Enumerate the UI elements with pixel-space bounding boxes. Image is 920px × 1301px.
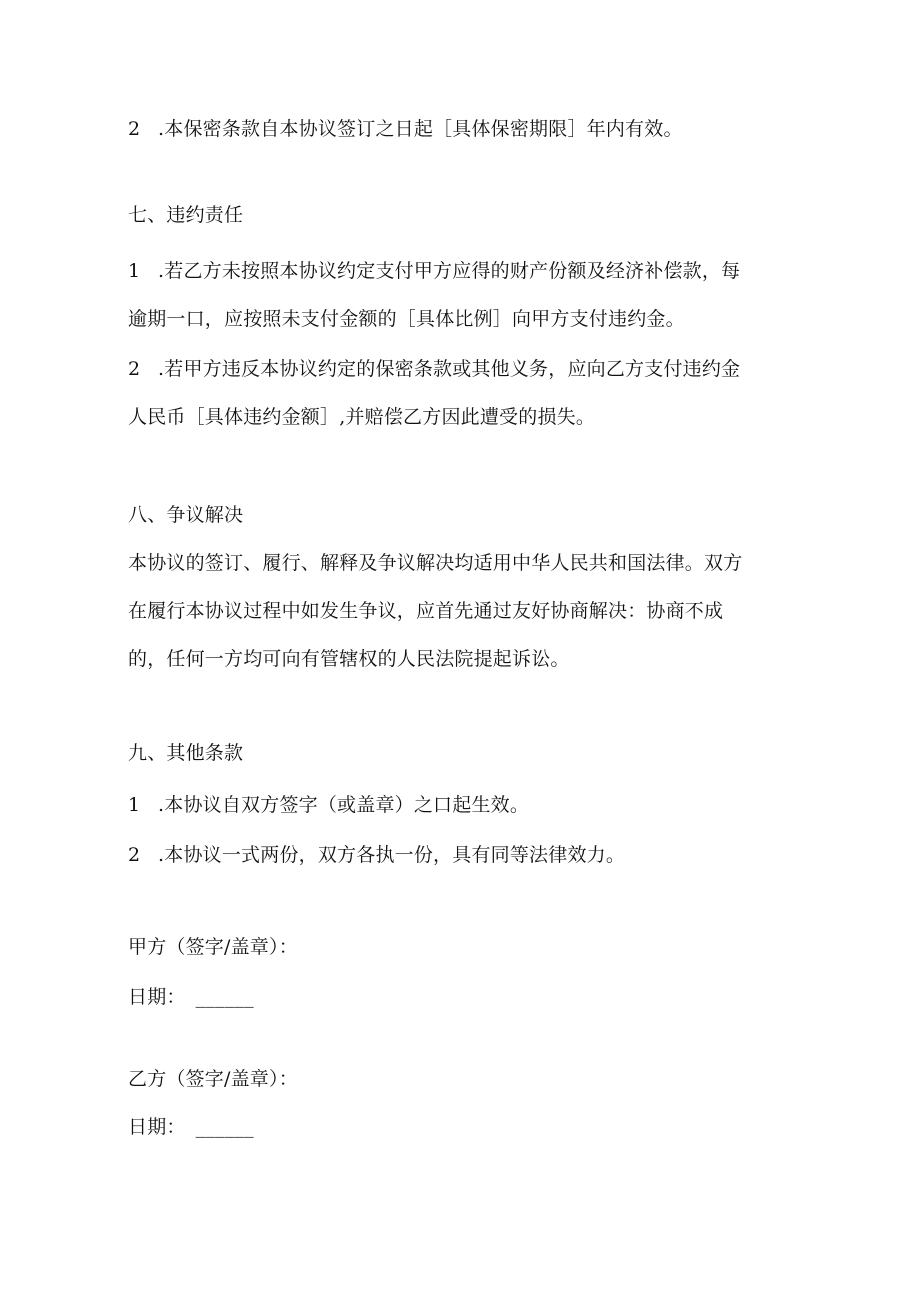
section-heading-other: 九、其他条款 (128, 742, 244, 764)
breach-clause-1-line-2: 逾期一口，应按照未支付金额的［具体比例］向甲方支付违约金。 (128, 308, 685, 330)
other-clause-1 (128, 793, 529, 817)
section-heading-breach: 七、违约责任 (128, 204, 244, 226)
clause-text: .本保密条款自本协议签订之日起［具体保密期限］年内有效。 (158, 118, 683, 140)
date-blank: ______ (195, 1116, 254, 1138)
clause-text: .本协议自双方签字（或盖章）之口起生效。 (158, 794, 530, 816)
party-b-signature-label: 乙方（签字/盖章）： (128, 1068, 298, 1090)
breach-clause-2-line-2: 人民币［具体违约金额］,并赔偿乙方因此遭受的损失。 (128, 406, 596, 428)
item-number: 1 (128, 260, 141, 282)
party-a-signature-label: 甲方（签字/盖章）： (128, 936, 298, 958)
item-number: 2 (128, 844, 141, 866)
item-number: 1 (128, 794, 141, 816)
dispute-paragraph-line-2: 在履行本协议过程中如发生争议，应首先通过友好协商解决：协商不成 (128, 600, 724, 622)
dispute-paragraph-line-1: 本协议的签订、履行、解释及争议解决均适用中华人民共和国法律。双方 (128, 552, 743, 574)
date-label: 日期： (128, 986, 186, 1008)
party-b-date-row (128, 1115, 254, 1139)
clause-text: .若乙方未按照本协议约定支付甲方应得的财产份额及经济补偿款，每 (158, 260, 741, 282)
date-blank: ______ (195, 986, 254, 1008)
item-number: 2 (128, 118, 141, 140)
clause-text: .本协议一式两份，双方各执一份，具有同等法律效力。 (158, 844, 626, 866)
confidentiality-clause-2 (128, 117, 683, 141)
clause-text: .若甲方违反本协议约定的保密条款或其他义务，应向乙方支付违约金 (158, 358, 741, 380)
breach-clause-2-line-1 (128, 357, 740, 381)
dispute-paragraph-line-3: 的，任何一方均可向有管辖权的人民法院提起诉讼。 (128, 648, 570, 670)
party-a-date-row (128, 985, 254, 1009)
breach-clause-1-line-1 (128, 259, 740, 283)
item-number: 2 (128, 358, 141, 380)
date-label: 日期： (128, 1116, 186, 1138)
other-clause-2 (128, 843, 625, 867)
section-heading-dispute: 八、争议解决 (128, 504, 244, 526)
